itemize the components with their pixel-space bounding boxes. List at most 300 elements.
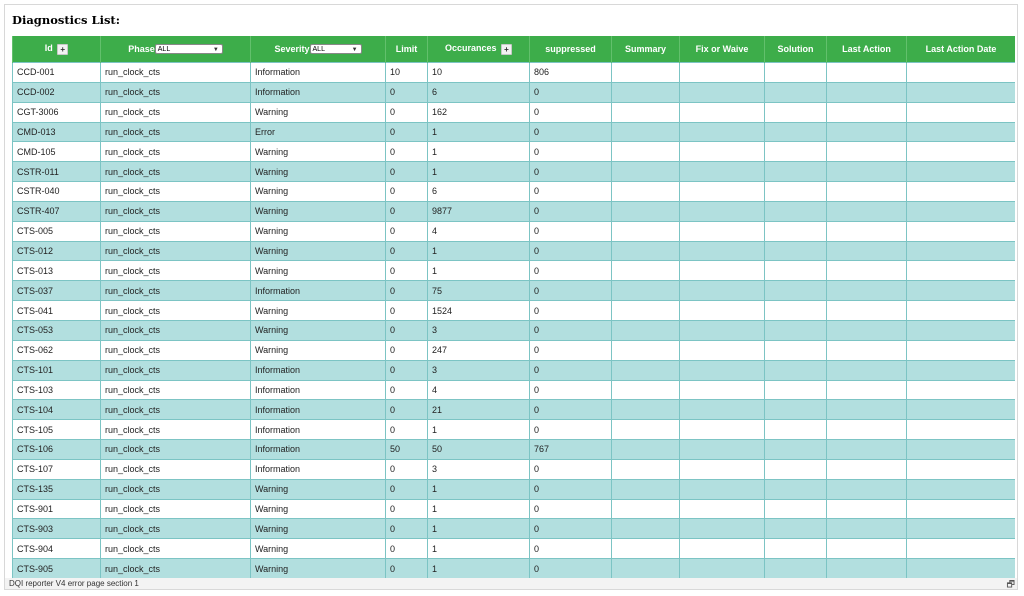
cell-fix-or-waive	[680, 479, 765, 499]
cell-last-action-date	[907, 82, 1016, 102]
cell-solution	[765, 420, 827, 440]
restore-window-icon[interactable]: 🗗	[1006, 579, 1015, 589]
cell-id: CTS-104	[13, 400, 101, 420]
cell-summary	[612, 162, 680, 182]
cell-severity: Warning	[251, 241, 386, 261]
cell-summary	[612, 479, 680, 499]
cell-occurances: 3	[428, 459, 530, 479]
cell-summary	[612, 142, 680, 162]
cell-last-action-date	[907, 201, 1016, 221]
cell-summary	[612, 221, 680, 241]
cell-suppressed: 806	[530, 63, 612, 83]
cell-solution	[765, 281, 827, 301]
cell-suppressed: 0	[530, 400, 612, 420]
phase-filter-value: ALL	[157, 46, 171, 54]
cell-summary	[612, 301, 680, 321]
column-header-summary: Summary	[612, 36, 680, 63]
cell-fix-or-waive	[680, 201, 765, 221]
cell-suppressed: 0	[530, 241, 612, 261]
cell-summary	[612, 400, 680, 420]
cell-phase: run_clock_cts	[101, 102, 251, 122]
cell-fix-or-waive	[680, 221, 765, 241]
cell-id: CSTR-011	[13, 162, 101, 182]
cell-suppressed: 0	[530, 201, 612, 221]
cell-last-action	[827, 360, 907, 380]
cell-severity: Information	[251, 440, 386, 460]
cell-id: CTS-005	[13, 221, 101, 241]
cell-occurances: 1	[428, 539, 530, 559]
cell-id: CTS-041	[13, 301, 101, 321]
cell-fix-or-waive	[680, 82, 765, 102]
cell-suppressed: 0	[530, 301, 612, 321]
cell-limit: 0	[386, 360, 428, 380]
status-bar	[5, 578, 1017, 590]
cell-limit: 50	[386, 440, 428, 460]
cell-phase: run_clock_cts	[101, 241, 251, 261]
cell-id: CTS-053	[13, 320, 101, 340]
cell-limit: 0	[386, 221, 428, 241]
cell-occurances: 9877	[428, 201, 530, 221]
cell-summary	[612, 360, 680, 380]
cell-occurances: 10	[428, 63, 530, 83]
cell-limit: 0	[386, 479, 428, 499]
table-row[interactable]	[13, 360, 1016, 380]
table-row[interactable]	[13, 400, 1016, 420]
cell-last-action	[827, 162, 907, 182]
cell-last-action	[827, 479, 907, 499]
cell-fix-or-waive	[680, 320, 765, 340]
cell-fix-or-waive	[680, 182, 765, 202]
cell-solution	[765, 400, 827, 420]
cell-fix-or-waive	[680, 380, 765, 400]
cell-last-action-date	[907, 400, 1016, 420]
cell-fix-or-waive	[680, 301, 765, 321]
cell-last-action-date	[907, 559, 1016, 578]
cell-last-action	[827, 201, 907, 221]
cell-occurances: 4	[428, 380, 530, 400]
cell-limit: 0	[386, 559, 428, 578]
cell-solution	[765, 221, 827, 241]
cell-last-action-date	[907, 142, 1016, 162]
cell-summary	[612, 261, 680, 281]
cell-severity: Information	[251, 380, 386, 400]
id-sort-button[interactable]: +	[57, 44, 68, 55]
cell-last-action-date	[907, 519, 1016, 539]
cell-solution	[765, 301, 827, 321]
cell-severity: Warning	[251, 340, 386, 360]
cell-summary	[612, 559, 680, 578]
cell-phase: run_clock_cts	[101, 281, 251, 301]
cell-id: CTS-013	[13, 261, 101, 281]
cell-occurances: 75	[428, 281, 530, 301]
table-row[interactable]	[13, 380, 1016, 400]
cell-severity: Warning	[251, 320, 386, 340]
cell-limit: 0	[386, 320, 428, 340]
cell-phase: run_clock_cts	[101, 459, 251, 479]
cell-fix-or-waive	[680, 539, 765, 559]
cell-suppressed: 767	[530, 440, 612, 460]
cell-severity: Warning	[251, 162, 386, 182]
cell-id: CSTR-407	[13, 201, 101, 221]
cell-solution	[765, 539, 827, 559]
cell-last-action	[827, 459, 907, 479]
cell-limit: 0	[386, 539, 428, 559]
cell-last-action	[827, 499, 907, 519]
cell-fix-or-waive	[680, 499, 765, 519]
cell-summary	[612, 281, 680, 301]
cell-occurances: 1	[428, 241, 530, 261]
cell-severity: Warning	[251, 102, 386, 122]
cell-fix-or-waive	[680, 102, 765, 122]
cell-last-action-date	[907, 420, 1016, 440]
cell-last-action-date	[907, 440, 1016, 460]
cell-limit: 0	[386, 519, 428, 539]
cell-last-action-date	[907, 360, 1016, 380]
table-row[interactable]	[13, 340, 1016, 360]
table-row[interactable]	[13, 102, 1016, 122]
cell-suppressed: 0	[530, 82, 612, 102]
table-row[interactable]	[13, 301, 1016, 321]
cell-severity: Error	[251, 122, 386, 142]
cell-phase: run_clock_cts	[101, 479, 251, 499]
cell-solution	[765, 182, 827, 202]
cell-suppressed: 0	[530, 102, 612, 122]
cell-suppressed: 0	[530, 281, 612, 301]
cell-severity: Warning	[251, 221, 386, 241]
cell-summary	[612, 201, 680, 221]
cell-occurances: 50	[428, 440, 530, 460]
cell-fix-or-waive	[680, 459, 765, 479]
phase-filter-select[interactable]	[155, 44, 223, 54]
cell-suppressed: 0	[530, 182, 612, 202]
cell-last-action	[827, 380, 907, 400]
cell-severity: Warning	[251, 499, 386, 519]
cell-id: CTS-101	[13, 360, 101, 380]
cell-id: CTS-106	[13, 440, 101, 460]
cell-last-action	[827, 420, 907, 440]
cell-solution	[765, 380, 827, 400]
cell-suppressed: 0	[530, 320, 612, 340]
cell-severity: Warning	[251, 142, 386, 162]
cell-id: CTS-103	[13, 380, 101, 400]
cell-last-action	[827, 301, 907, 321]
cell-last-action	[827, 559, 907, 578]
page-title: Diagnostics List:	[12, 13, 120, 27]
cell-phase: run_clock_cts	[101, 519, 251, 539]
column-header-severity-label: Severity	[274, 43, 310, 54]
table-row[interactable]	[13, 479, 1016, 499]
cell-fix-or-waive	[680, 241, 765, 261]
cell-phase: run_clock_cts	[101, 360, 251, 380]
cell-suppressed: 0	[530, 519, 612, 539]
cell-occurances: 4	[428, 221, 530, 241]
cell-fix-or-waive	[680, 261, 765, 281]
cell-suppressed: 0	[530, 221, 612, 241]
cell-summary	[612, 380, 680, 400]
cell-summary	[612, 82, 680, 102]
column-header-limit: Limit	[386, 36, 428, 63]
cell-fix-or-waive	[680, 63, 765, 83]
table-body	[13, 63, 1016, 579]
table-row[interactable]	[13, 261, 1016, 281]
column-header-last-action-date: Last Action Date	[907, 36, 1016, 63]
cell-severity: Information	[251, 420, 386, 440]
cell-fix-or-waive	[680, 360, 765, 380]
cell-summary	[612, 539, 680, 559]
cell-severity: Information	[251, 360, 386, 380]
cell-severity: Warning	[251, 539, 386, 559]
cell-id: CSTR-040	[13, 182, 101, 202]
cell-last-action-date	[907, 539, 1016, 559]
cell-limit: 0	[386, 301, 428, 321]
cell-phase: run_clock_cts	[101, 82, 251, 102]
cell-suppressed: 0	[530, 380, 612, 400]
table-row[interactable]	[13, 122, 1016, 142]
diagnostics-table	[12, 36, 1015, 578]
cell-summary	[612, 241, 680, 261]
cell-severity: Warning	[251, 201, 386, 221]
cell-occurances: 1	[428, 559, 530, 578]
cell-last-action-date	[907, 63, 1016, 83]
table-row[interactable]	[13, 499, 1016, 519]
cell-phase: run_clock_cts	[101, 142, 251, 162]
table-row[interactable]	[13, 559, 1016, 578]
cell-occurances: 6	[428, 182, 530, 202]
cell-solution	[765, 360, 827, 380]
cell-suppressed: 0	[530, 360, 612, 380]
cell-suppressed: 0	[530, 479, 612, 499]
cell-occurances: 1524	[428, 301, 530, 321]
cell-occurances: 162	[428, 102, 530, 122]
cell-phase: run_clock_cts	[101, 221, 251, 241]
cell-last-action	[827, 122, 907, 142]
cell-severity: Warning	[251, 182, 386, 202]
cell-summary	[612, 320, 680, 340]
cell-summary	[612, 499, 680, 519]
table-row[interactable]	[13, 241, 1016, 261]
cell-limit: 0	[386, 162, 428, 182]
cell-last-action	[827, 320, 907, 340]
cell-phase: run_clock_cts	[101, 63, 251, 83]
cell-solution	[765, 82, 827, 102]
cell-limit: 0	[386, 201, 428, 221]
cell-last-action	[827, 221, 907, 241]
cell-last-action-date	[907, 281, 1016, 301]
cell-last-action-date	[907, 499, 1016, 519]
cell-occurances: 1	[428, 142, 530, 162]
cell-last-action	[827, 539, 907, 559]
column-header-phase	[101, 36, 251, 63]
cell-solution	[765, 320, 827, 340]
cell-summary	[612, 440, 680, 460]
cell-last-action-date	[907, 102, 1016, 122]
table-row[interactable]	[13, 142, 1016, 162]
cell-phase: run_clock_cts	[101, 320, 251, 340]
diagnostics-table-container[interactable]	[12, 36, 1015, 578]
column-header-solution: Solution	[765, 36, 827, 63]
cell-id: CTS-905	[13, 559, 101, 578]
column-header-phase-label: Phase	[128, 43, 155, 54]
cell-limit: 0	[386, 241, 428, 261]
cell-id: CTS-903	[13, 519, 101, 539]
cell-fix-or-waive	[680, 420, 765, 440]
cell-last-action	[827, 340, 907, 360]
cell-last-action	[827, 182, 907, 202]
cell-phase: run_clock_cts	[101, 162, 251, 182]
cell-suppressed: 0	[530, 420, 612, 440]
cell-last-action-date	[907, 340, 1016, 360]
column-header-severity	[251, 36, 386, 63]
cell-suppressed: 0	[530, 340, 612, 360]
table-row[interactable]	[13, 519, 1016, 539]
cell-solution	[765, 340, 827, 360]
cell-fix-or-waive	[680, 142, 765, 162]
occurances-sort-button[interactable]: +	[501, 44, 512, 55]
cell-last-action-date	[907, 380, 1016, 400]
cell-summary	[612, 340, 680, 360]
cell-phase: run_clock_cts	[101, 380, 251, 400]
cell-occurances: 1	[428, 261, 530, 281]
cell-phase: run_clock_cts	[101, 400, 251, 420]
cell-solution	[765, 122, 827, 142]
cell-last-action	[827, 519, 907, 539]
cell-limit: 0	[386, 261, 428, 281]
cell-summary	[612, 102, 680, 122]
table-row[interactable]	[13, 162, 1016, 182]
table-row[interactable]	[13, 281, 1016, 301]
table-row[interactable]	[13, 201, 1016, 221]
cell-limit: 0	[386, 122, 428, 142]
cell-phase: run_clock_cts	[101, 499, 251, 519]
cell-last-action	[827, 261, 907, 281]
cell-severity: Warning	[251, 479, 386, 499]
cell-id: CCD-002	[13, 82, 101, 102]
cell-occurances: 6	[428, 82, 530, 102]
cell-suppressed: 0	[530, 162, 612, 182]
cell-id: CMD-105	[13, 142, 101, 162]
cell-phase: run_clock_cts	[101, 420, 251, 440]
report-panel	[4, 4, 1018, 590]
cell-last-action	[827, 63, 907, 83]
cell-phase: run_clock_cts	[101, 261, 251, 281]
cell-id: CTS-901	[13, 499, 101, 519]
column-header-occurances-label: Occurances	[444, 43, 497, 54]
cell-last-action	[827, 142, 907, 162]
column-header-id-label: Id	[44, 43, 53, 54]
cell-severity: Warning	[251, 301, 386, 321]
status-text: DQI reporter V4 error page section 1	[9, 579, 139, 588]
cell-limit: 0	[386, 82, 428, 102]
cell-fix-or-waive	[680, 559, 765, 578]
column-header-suppressed: suppressed	[530, 36, 612, 63]
cell-fix-or-waive	[680, 400, 765, 420]
cell-suppressed: 0	[530, 459, 612, 479]
cell-fix-or-waive	[680, 519, 765, 539]
chevron-down-icon: ▼	[351, 47, 358, 54]
cell-solution	[765, 499, 827, 519]
cell-last-action-date	[907, 182, 1016, 202]
cell-summary	[612, 182, 680, 202]
table-header-row	[13, 36, 1016, 63]
cell-suppressed: 0	[530, 559, 612, 578]
cell-limit: 0	[386, 380, 428, 400]
cell-solution	[765, 479, 827, 499]
cell-id: CTS-107	[13, 459, 101, 479]
cell-id: CGT-3006	[13, 102, 101, 122]
chevron-down-icon: ▼	[212, 47, 219, 54]
table-row[interactable]	[13, 182, 1016, 202]
cell-fix-or-waive	[680, 440, 765, 460]
cell-limit: 0	[386, 459, 428, 479]
cell-last-action	[827, 440, 907, 460]
cell-id: CTS-037	[13, 281, 101, 301]
cell-last-action-date	[907, 162, 1016, 182]
cell-solution	[765, 201, 827, 221]
cell-severity: Warning	[251, 261, 386, 281]
table-row[interactable]	[13, 440, 1016, 460]
cell-last-action	[827, 102, 907, 122]
cell-limit: 0	[386, 499, 428, 519]
cell-solution	[765, 459, 827, 479]
cell-occurances: 3	[428, 360, 530, 380]
cell-severity: Information	[251, 459, 386, 479]
column-header-id[interactable]	[13, 36, 101, 63]
cell-solution	[765, 519, 827, 539]
cell-suppressed: 0	[530, 539, 612, 559]
cell-occurances: 1	[428, 519, 530, 539]
cell-limit: 0	[386, 340, 428, 360]
cell-occurances: 247	[428, 340, 530, 360]
table-row[interactable]	[13, 221, 1016, 241]
cell-solution	[765, 102, 827, 122]
cell-solution	[765, 261, 827, 281]
cell-id: CTS-012	[13, 241, 101, 261]
cell-limit: 0	[386, 281, 428, 301]
cell-suppressed: 0	[530, 142, 612, 162]
column-header-occurances[interactable]	[428, 36, 530, 63]
table-row[interactable]	[13, 459, 1016, 479]
table-row[interactable]	[13, 539, 1016, 559]
cell-severity: Information	[251, 63, 386, 83]
cell-last-action	[827, 82, 907, 102]
cell-occurances: 1	[428, 122, 530, 142]
cell-occurances: 21	[428, 400, 530, 420]
cell-severity: Warning	[251, 519, 386, 539]
cell-solution	[765, 559, 827, 578]
table-row[interactable]	[13, 320, 1016, 340]
cell-fix-or-waive	[680, 162, 765, 182]
table-row[interactable]	[13, 63, 1016, 83]
cell-summary	[612, 122, 680, 142]
cell-summary	[612, 459, 680, 479]
table-row[interactable]	[13, 420, 1016, 440]
cell-summary	[612, 519, 680, 539]
cell-suppressed: 0	[530, 122, 612, 142]
cell-occurances: 1	[428, 162, 530, 182]
cell-id: CCD-001	[13, 63, 101, 83]
column-header-fix-or-waive: Fix or Waive	[680, 36, 765, 63]
cell-last-action-date	[907, 241, 1016, 261]
cell-phase: run_clock_cts	[101, 340, 251, 360]
cell-occurances: 3	[428, 320, 530, 340]
severity-filter-select[interactable]	[310, 44, 362, 54]
cell-severity: Information	[251, 400, 386, 420]
table-row[interactable]	[13, 82, 1016, 102]
cell-last-action-date	[907, 122, 1016, 142]
column-header-last-action: Last Action	[827, 36, 907, 63]
cell-phase: run_clock_cts	[101, 559, 251, 578]
cell-phase: run_clock_cts	[101, 182, 251, 202]
